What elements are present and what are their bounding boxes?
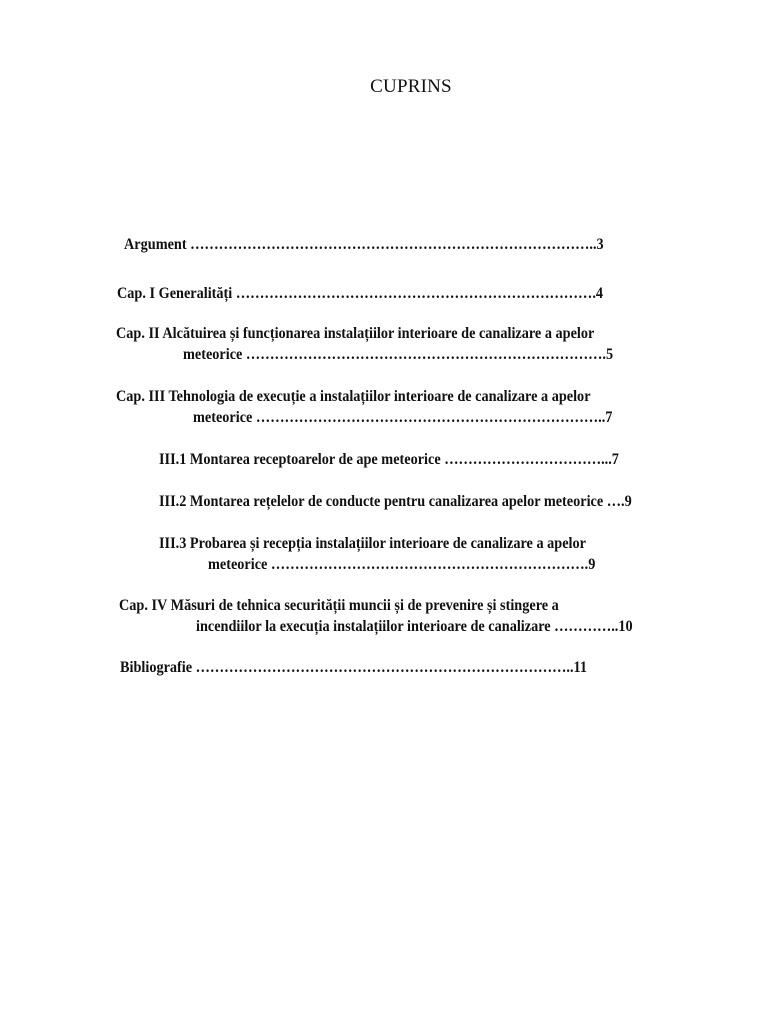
toc-entry-text: incendiilor la execuția instalațiilor interioare de canalizare …………..10 (196, 618, 633, 635)
toc-entry-cap-2 (116, 324, 636, 344)
toc-entry-cap-4 (119, 596, 597, 616)
toc-entry-text: meteorice ………………………………………………………….9 (208, 556, 596, 573)
toc-entry-cap-1 (117, 284, 645, 304)
toc-entry-text: III.1 Montarea receptoarelor de ape meteorice ……………………………...7 (159, 451, 619, 468)
toc-entry-text: Cap. I Generalități ………………………………………………………………….4 (117, 285, 604, 302)
toc-entry-3-1 (159, 450, 659, 470)
toc-entry-text: Cap. IV Măsuri de tehnica securității muncii și de prevenire și stingere a (119, 597, 559, 614)
toc-entry-cap-3-cont (193, 408, 649, 428)
toc-entry-text: III.3 Probarea și recepția instalațiilor interioare de canalizare a apelor (159, 535, 586, 552)
toc-entry-3-3-cont (208, 555, 629, 575)
toc-entry-text: Argument …………………………………………………………………………..3 (124, 236, 604, 253)
page-title: CUPRINS (370, 76, 452, 97)
toc-entry-text: III.2 Montarea rețelelor de conducte pentru canalizarea apelor meteorice ….9 (159, 493, 632, 510)
toc-entry-cap-2-cont (183, 345, 651, 365)
toc-entry-text: Cap. II Alcătuirea și funcționarea instalațiilor interioare de canalizare a apelor (116, 325, 595, 342)
toc-entry-3-2 (159, 492, 673, 512)
toc-entry-text: Cap. III Tehnologia de execuție a instalațiilor interioare de canalizare a apelor (116, 388, 591, 405)
toc-entry-bibliografie (120, 658, 628, 678)
toc-entry-text: Bibliografie ……………………………………………………………………..11 (120, 659, 588, 676)
toc-entry-3-3 (159, 534, 623, 554)
toc-entry-cap-4-cont (196, 617, 671, 637)
toc-entry-argument (124, 235, 645, 255)
toc-entry-text: meteorice ………………………………………………………………….5 (183, 346, 614, 363)
toc-entry-cap-3 (116, 387, 632, 407)
toc-entry-text: meteorice ………………………………………………………………..7 (193, 409, 613, 426)
